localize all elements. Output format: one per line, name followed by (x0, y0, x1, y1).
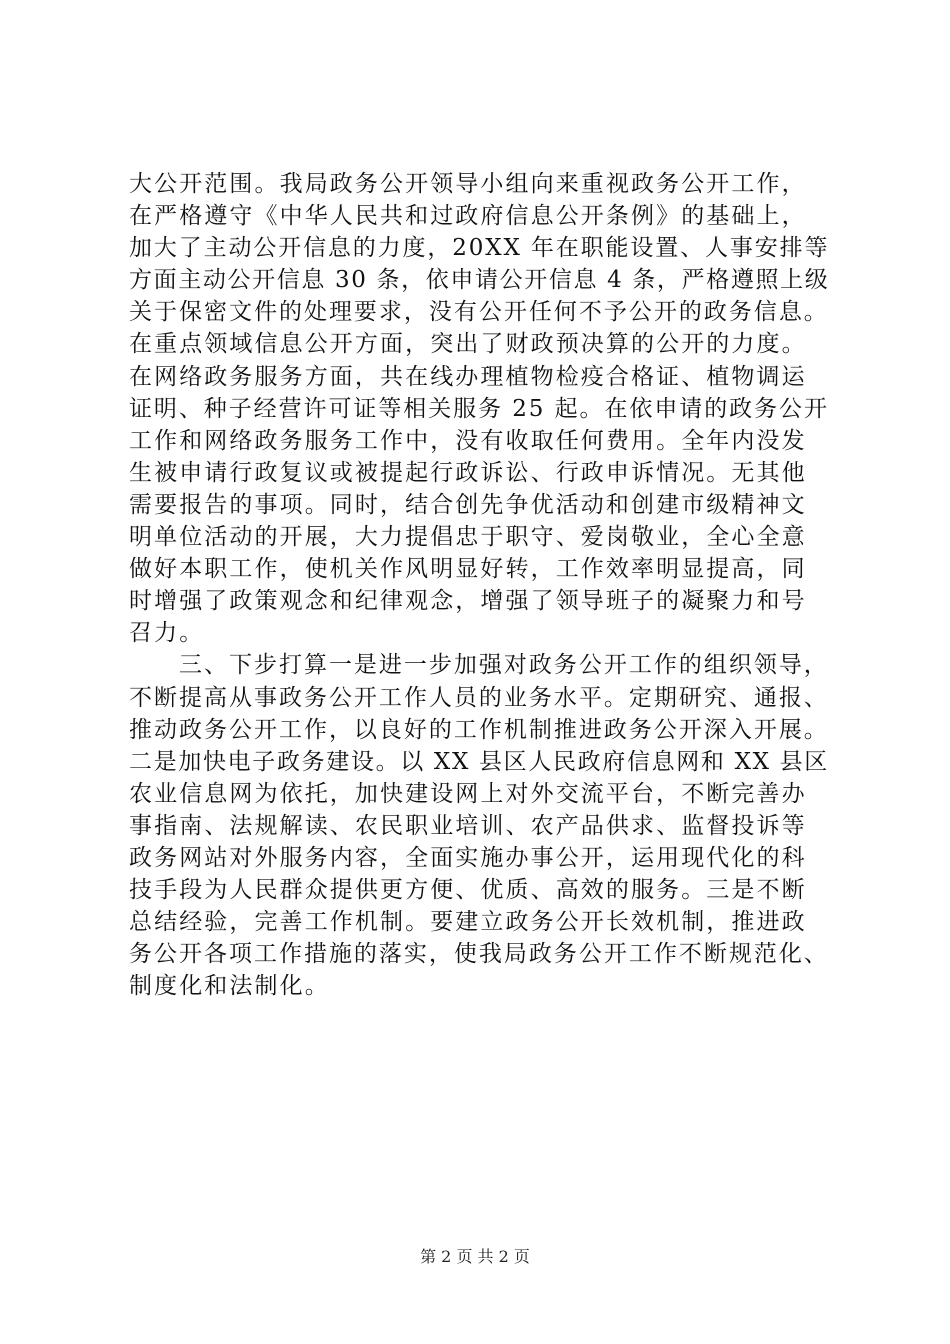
body-line-10: 生被申请行政复议或被提起行政诉讼、行政申诉情况。无其他 (129, 459, 807, 486)
body-line-19: 二是加快电子政务建设。以 XX 县区人民政府信息网和 XX 县区 (129, 748, 829, 775)
body-line-16: 三、下步打算一是进一步加强对政务公开工作的组织领导， (129, 652, 829, 679)
body-line-25: 务公开各项工作措施的落实，使我局政务公开工作不断规范化、 (129, 941, 829, 968)
body-line-13: 做好本职工作，使机关作风明显好转，工作效率明显提高，同 (129, 556, 807, 583)
body-line-15: 召力。 (129, 620, 205, 647)
body-line-3: 加大了主动公开信息的力度，20XX 年在职能设置、人事安排等 (129, 235, 830, 262)
document-body (129, 168, 829, 1002)
body-line-21: 事指南、法规解读、农民职业培训、农产品供求、监督投诉等 (129, 812, 807, 839)
body-line-23: 技手段为人民群众提供更方便、优质、高效的服务。三是不断 (129, 877, 807, 904)
body-line-14: 时增强了政策观念和纪律观念，增强了领导班子的凝聚力和号 (129, 588, 807, 615)
body-line-1: 大公开范围。我局政务公开领导小组向来重视政务公开工作， (129, 171, 807, 197)
page-number-label: 第 2 页 共 2 页 (420, 1247, 530, 1266)
body-line-20: 农业信息网为依托，加快建设网上对外交流平台，不断完善办 (129, 780, 807, 807)
body-line-8: 证明、种子经营许可证等相关服务 25 起。在依申请的政务公开 (129, 395, 829, 422)
body-line-22: 政务网站对外服务内容，全面实施办事公开，运用现代化的科 (129, 844, 807, 871)
body-line-11: 需要报告的事项。同时，结合创先争优活动和创建市级精神文 (129, 491, 807, 518)
body-line-24: 总结经验，完善工作机制。要建立政务公开长效机制，推进政 (129, 909, 807, 936)
body-line-7: 在网络政务服务方面，共在线办理植物检疫合格证、植物调运 (129, 363, 807, 390)
body-line-18: 推动政务公开工作，以良好的工作机制推进政务公开深入开展。 (129, 716, 829, 743)
body-line-9: 工作和网络政务服务工作中，没有收取任何费用。全年内没发 (129, 427, 807, 454)
body-line-12: 明单位活动的开展，大力提倡忠于职守、爱岗敬业，全心全意 (129, 524, 807, 551)
body-line-5: 关于保密文件的处理要求，没有公开任何不予公开的政务信息。 (129, 299, 829, 326)
body-line-4: 方面主动公开信息 30 条，依申请公开信息 4 条，严格遵照上级 (129, 267, 830, 294)
body-line-17: 不断提高从事政务公开工作人员的业务水平。定期研究、通报、 (129, 684, 829, 711)
body-line-2: 在严格遵守《中华人民共和过政府信息公开条例》的基础上， (129, 203, 807, 230)
page-footer (0, 1244, 950, 1267)
body-line-6: 在重点领域信息公开方面，突出了财政预决算的公开的力度。 (129, 331, 807, 358)
body-line-26: 制度化和法制化。 (129, 973, 330, 1000)
